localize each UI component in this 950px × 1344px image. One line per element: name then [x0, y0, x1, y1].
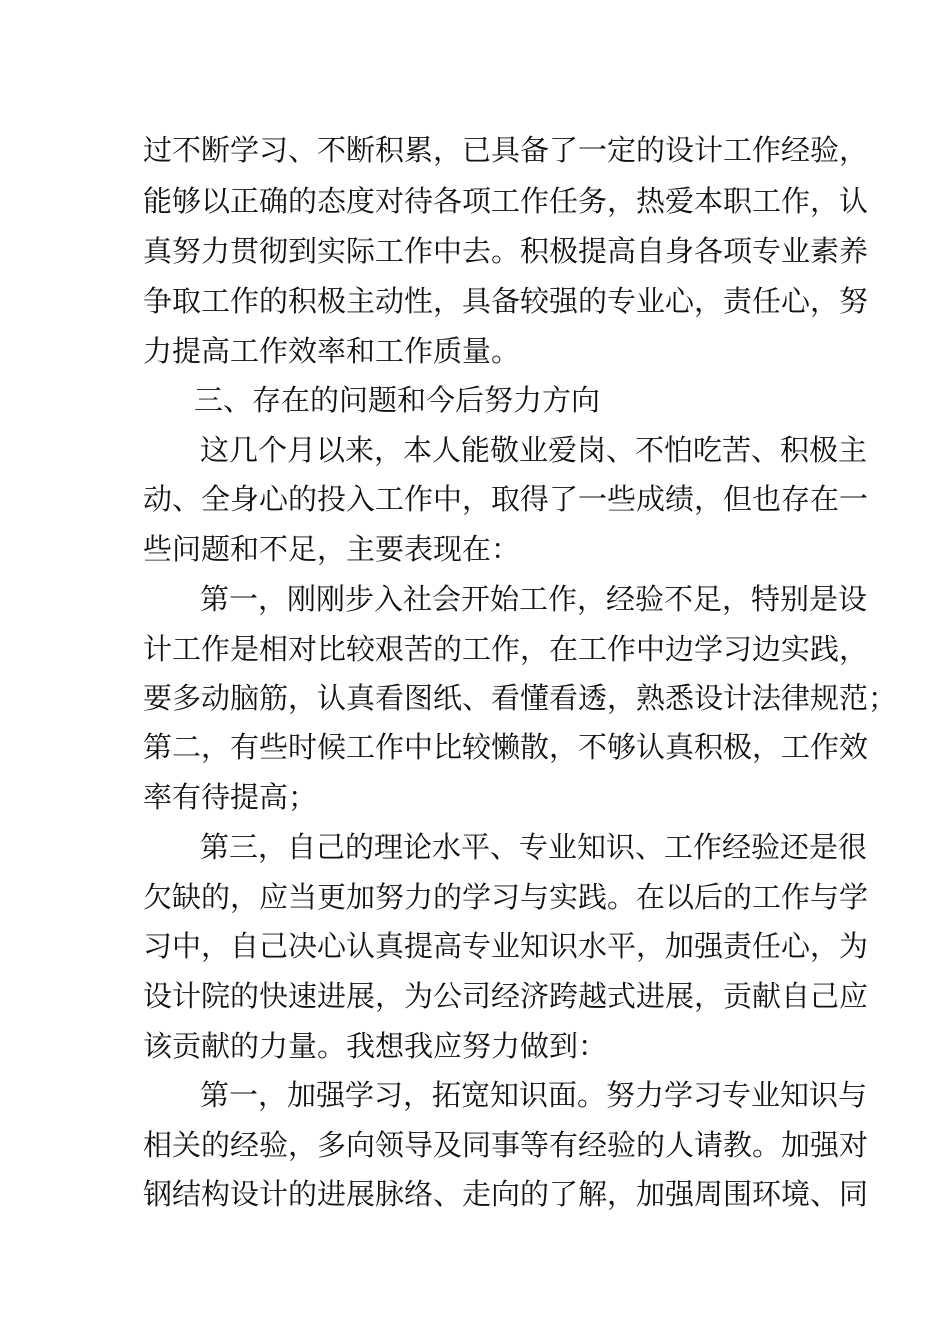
body-text-line: 争取工作的积极主动性，具备较强的专业心，责任心，努	[143, 284, 869, 318]
body-text-line: 这几个月以来，本人能敬业爱岗、不怕吃苦、积极主	[200, 433, 868, 467]
body-text-line: 率有待提高；	[143, 780, 318, 814]
body-text-line: 第三，自己的理论水平、专业知识、工作经验还是很	[200, 830, 868, 864]
body-text-line: 要多动脑筋，认真看图纸、看懂看透，熟悉设计法律规范；	[143, 681, 898, 715]
body-text-line: 相关的经验，多向领导及同事等有经验的人请教。加强对	[143, 1128, 869, 1162]
body-text-line: 欠缺的，应当更加努力的学习与实践。在以后的工作与学	[143, 880, 869, 914]
body-text-line: 能够以正确的态度对待各项工作任务，热爱本职工作，认	[143, 184, 869, 218]
body-text-line: 钢结构设计的进展脉络、走向的了解，加强周围环境、同	[143, 1177, 869, 1211]
body-text-line: 过不断学习、不断积累，已具备了一定的设计工作经验，	[143, 133, 869, 167]
body-text-line: 该贡献的力量。我想我应努力做到：	[143, 1029, 608, 1063]
body-text-line: 习中，自己决心认真提高专业知识水平，加强责任心，为	[143, 929, 869, 963]
body-text-line: 些问题和不足，主要表现在：	[143, 532, 521, 566]
body-text-line: 真努力贯彻到实际工作中去。积极提高自身各项专业素养	[143, 234, 869, 268]
body-text-line: 力提高工作效率和工作质量。	[143, 334, 521, 368]
body-text-line: 第一，刚刚步入社会开始工作，经验不足，特别是设	[200, 582, 868, 616]
section-heading: 三、存在的问题和今后努力方向	[194, 383, 601, 417]
body-text-line: 第一，加强学习，拓宽知识面。努力学习专业知识与	[200, 1078, 868, 1112]
body-text-line: 设计院的快速进展，为公司经济跨越式进展，贡献自己应	[143, 979, 869, 1013]
body-text-line: 第二，有些时候工作中比较懒散，不够认真积极，工作效	[143, 730, 869, 764]
body-text-line: 动、全身心的投入工作中，取得了一些成绩，但也存在一	[143, 482, 869, 516]
body-text-line: 计工作是相对比较艰苦的工作，在工作中边学习边实践，	[143, 632, 869, 666]
